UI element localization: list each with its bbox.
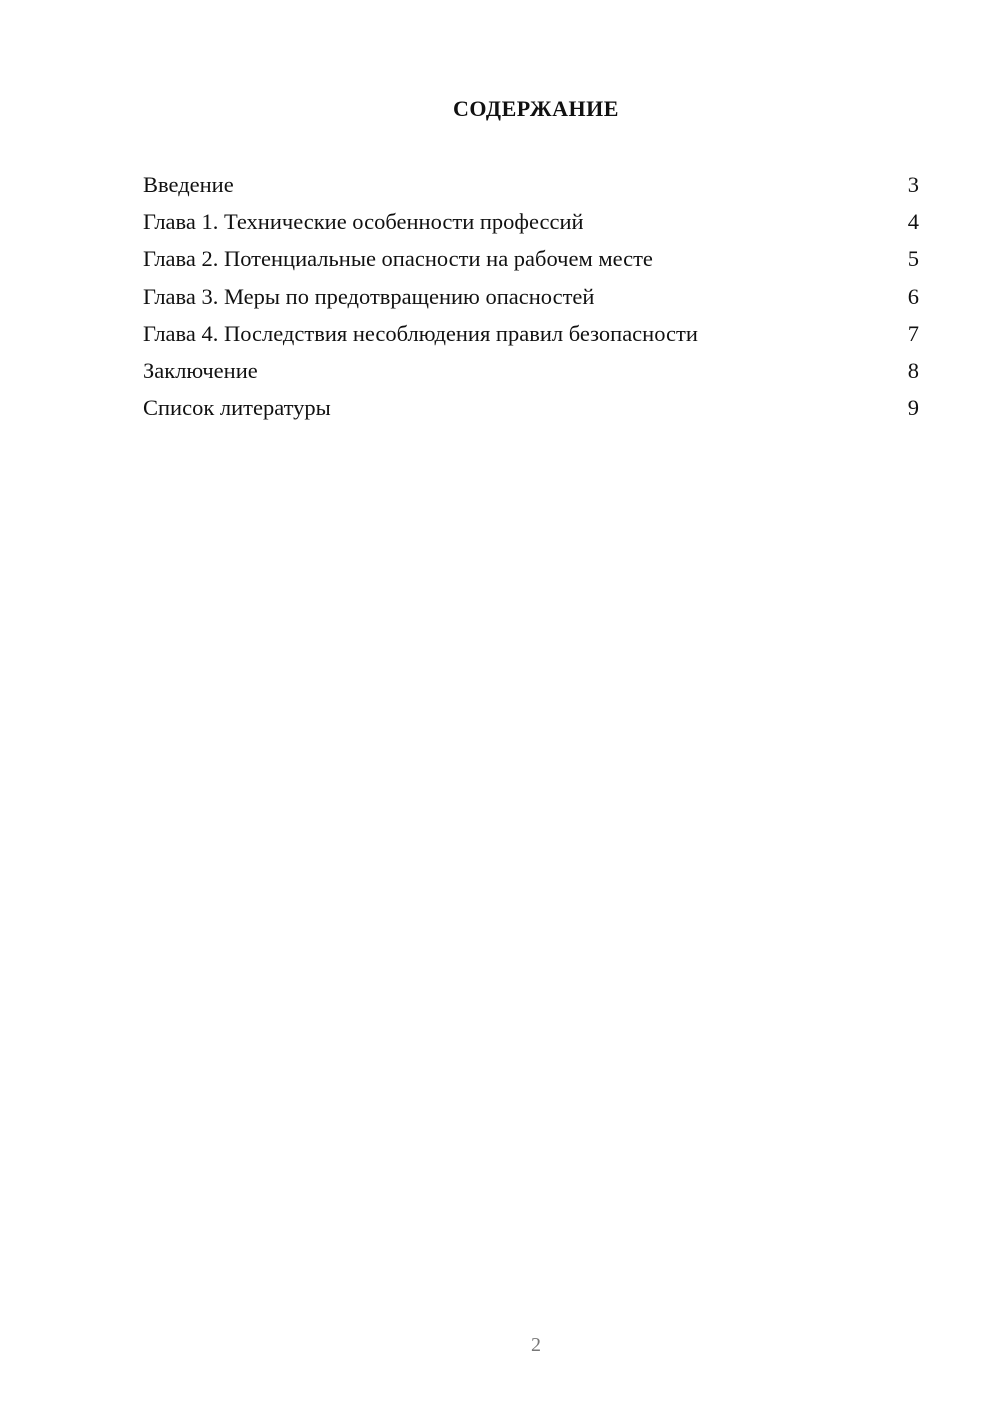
toc-entry-page: 5 (907, 246, 919, 272)
toc-entry-page: 9 (907, 395, 919, 421)
table-of-contents (143, 170, 919, 430)
toc-entry-page: 3 (907, 172, 919, 197)
toc-title: СОДЕРЖАНИЕ (453, 96, 619, 121)
toc-entry-chapter-1 (143, 207, 919, 244)
toc-entry-label: Глава 1. Технические особенности профессий (143, 209, 584, 235)
toc-entry-label: Список литературы (143, 395, 331, 421)
toc-entry-label: Глава 4. Последствия несоблюдения правил безопасности (143, 320, 698, 346)
toc-entry-page: 6 (907, 283, 919, 309)
toc-entry-label: Введение (143, 172, 234, 197)
toc-entry-chapter-3 (143, 282, 919, 319)
toc-entry-page: 7 (907, 320, 919, 346)
toc-entry-chapter-2 (143, 244, 919, 281)
toc-entry-conclusion (143, 356, 919, 393)
toc-entry-introduction (143, 170, 919, 207)
toc-entry-references (143, 393, 919, 430)
toc-entry-label: Глава 2. Потенциальные опасности на рабочем месте (143, 246, 653, 272)
toc-entry-label: Заключение (143, 357, 258, 383)
toc-entry-page: 4 (907, 209, 919, 235)
toc-entry-page: 8 (907, 357, 919, 383)
page-number: 2 (531, 1334, 541, 1356)
toc-entry-label: Глава 3. Меры по предотвращению опасностей (143, 283, 595, 309)
toc-entry-chapter-4 (143, 319, 919, 356)
